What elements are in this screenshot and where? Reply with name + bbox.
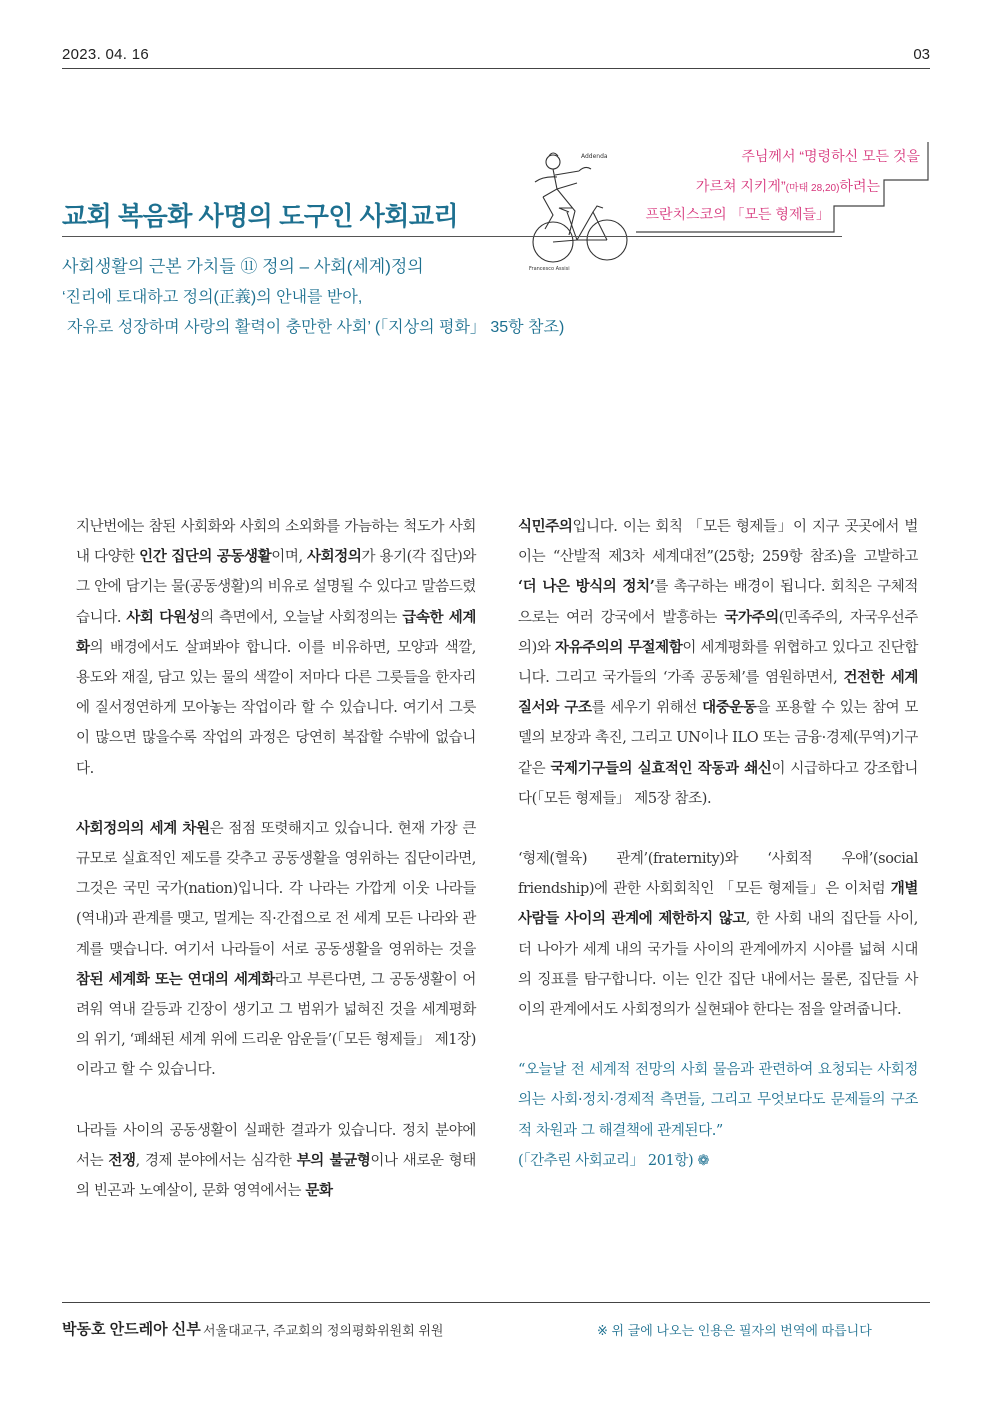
emphasis-text: 급속한 세계화 [76, 608, 476, 656]
body-text: 를 촉구하는 배경이 됩니다. 회칙은 구체적으로는 여러 강국에서 발흥하는 [518, 579, 918, 626]
emphasis-text: 사회정의 [307, 548, 362, 566]
body-paragraph [76, 814, 476, 1086]
closing-quote [518, 1055, 918, 1176]
translation-note: ※ 위 글에 나오는 인용은 필자의 번역에 따릅니다 [597, 1323, 872, 1338]
body-text: 의 측면에서, 오늘날 사회정의는 [200, 609, 403, 626]
issue-date: 2023. 04. 16 [62, 46, 150, 63]
subtitle-line1: 사회생활의 근본 가치들 ⑪ 정의 – 사회(세계)정의 [62, 257, 424, 276]
quote-reference: (「간추린 사회교리」 201항) ❁ [518, 1152, 710, 1169]
page-number: 03 [913, 46, 930, 63]
emphasis-text: 인간 집단의 공동생활 [139, 548, 272, 566]
body-text: 를 세우기 위해선 [591, 700, 703, 717]
emphasis-text: 사회정의의 세계 차원 [76, 819, 210, 837]
body-text: 입니다. 이는 회칙 「모든 형제들」이 지구 곳곳에서 벌이는 “산발적 제3차 세계대전”(25항; 259항 참조)을 고발하고 [518, 519, 918, 566]
subtitle-line2: ‘진리에 토대하고 정의(正義)의 안내를 받아, [62, 289, 363, 306]
body-column-left [76, 512, 476, 1236]
footer-divider [62, 1302, 930, 1303]
page-title: 교회 복음화 사명의 도구인 사회교리 [62, 201, 459, 231]
illustration-label: Addenda [581, 153, 608, 160]
body-text: 이 세계평화를 위협하고 있다고 진단합니다. 그리고 국가들의 ‘가족 공동체’를 염원하면서, [518, 639, 918, 687]
illustration-caption: Francesco Assisi [529, 266, 570, 272]
emphasis-text: 전쟁 [108, 1151, 136, 1169]
body-paragraph [518, 844, 918, 1025]
body-text: ‘형제(혈육) 관계’(fraternity)와 ‘사회적 우애’(social friendship)에 관한 사회회칙인 「모든 형제들」은 이처럼 [518, 851, 918, 898]
body-text: 이 시급하다고 강조합니다(「모든 형제들」 제5장 참조). [518, 760, 918, 807]
body-text: 이나 새로운 형태의 빈곤과 노예살이, 문화 영역에서는 [76, 1152, 476, 1200]
emphasis-text: 국가주의 [724, 608, 779, 626]
body-text: , 경제 분야에서는 심각한 [135, 1152, 297, 1169]
emphasis-text: 문화 [305, 1182, 333, 1200]
emphasis-text: 참된 세계화 또는 연대의 세계화 [76, 970, 275, 988]
body-text: 은 점점 또렷해지고 있습니다. 현재 가장 큰 규모로 실효적인 제도를 갖추고 공동생활을 영위하는 집단이라면, 그것은 국민 국가(nation)입니다. 각 나라는 가깝게 이웃 나라들(역내)과 관계를 맺고, 멀게는 직·간접으로 전 세계 모든 나라와 관계를 맺습니다. 여기서 나라들이 서로 공동생활을 영위하는 것을 [76, 820, 476, 958]
body-text: , 한 사회 내의 집단들 사이, 더 나아가 세계 내의 국가들 사이의 관계에까지 시야를 넓혀 시대의 징표를 탐구합니다. 이는 인간 집단 내에서는 물론, 집단들 사이의 관계에서도 사회정의가 실현돼야 한다는 점을 알려줍니다. [518, 911, 918, 1019]
sidebar-quote-line3: 프란치스코의 「모든 형제들」 [645, 206, 830, 222]
emphasis-text: 사회 다원성 [126, 608, 201, 626]
bicycle-illustration [525, 142, 635, 282]
body-text: 가 용기(각 집단)와 그 안에 담기는 물(공동생활)의 비유로 설명될 수 있다고 말씀드렸습니다. [76, 549, 476, 626]
sidebar-quote-line1: 주님께서 “명령하신 모든 것을 [741, 148, 920, 164]
emphasis-text: 식민주의 [518, 518, 573, 535]
emphasis-text: 국제기구들의 실효적인 작동과 쇄신 [550, 759, 772, 777]
body-text: 을 포용할 수 있는 참여 모델의 보장과 촉진, 그리고 UN이나 ILO 또는 금융·경제(무역)기구 같은 [518, 700, 918, 777]
body-text: (민족주의, 자국우선주의)와 [518, 609, 918, 656]
body-text: 지난번에는 참된 사회화와 사회의 소외화를 가늠하는 척도가 사회 내 다양한 [76, 519, 476, 566]
emphasis-text: ‘더 나은 방식의 정치’ [518, 578, 655, 596]
body-paragraph [518, 512, 918, 814]
quote-text: “오늘날 전 세계적 전망의 사회 물음과 관련하여 요청되는 사회정의는 사회·정치·경제적 측면들, 그리고 무엇보다도 문제들의 구조적 차원과 그 해결책에 관계된다.” [518, 1062, 918, 1139]
emphasis-text: 자유주의의 무절제함 [554, 638, 683, 656]
emphasis-text: 대중운동 [702, 699, 757, 717]
body-paragraph [76, 512, 476, 784]
author-name: 박동호 안드레아 신부 [62, 1321, 201, 1338]
title-divider [62, 236, 842, 237]
emphasis-text: 건전한 세계 질서와 구조 [518, 669, 919, 717]
author-affiliation: 서울대교구, 주교회의 정의평화위원회 위원 [203, 1323, 444, 1338]
body-text: 나라들 사이의 공동생활이 실패한 결과가 있습니다. 정치 분야에서는 [76, 1122, 476, 1169]
subtitle-line3: 자유로 성장하며 사랑의 활력이 충만한 사회’ (「지상의 평화」 35항 참조) [67, 319, 565, 336]
emphasis-text: 부의 불균형 [296, 1151, 371, 1169]
body-paragraph [76, 1116, 476, 1207]
body-text: 라고 부른다면, 그 공동생활이 어려워 역내 갈등과 긴장이 생기고 그 범위가 넓혀진 것을 세계평화의 위기, ‘폐쇄된 세계 위에 드리운 암운들’(「모든 형제들」 제1장)이라고 할 수 있습니다. [76, 971, 477, 1079]
sidebar-quote-line2: 가르쳐 지키게”(마태 28,20)하려는 [695, 178, 880, 194]
body-text: 이며, [271, 549, 308, 566]
body-text: 의 배경에서도 살펴봐야 합니다. 이를 비유하면, 모양과 색깔, 용도와 재질, 담고 있는 물의 색깔이 저마다 다른 그릇들을 한자리에 질서정연하게 모아놓는 작업이라 할 수 있습니다. 여기서 그릇이 많으면 많을수록 작업의 과정은 당연히 복잡할 수밖에 없습니다. [76, 639, 476, 777]
emphasis-text: 개별 사람들 사이의 관계에 제한하지 않고 [518, 880, 918, 928]
body-column-right [518, 512, 918, 1206]
header-divider [62, 68, 930, 69]
